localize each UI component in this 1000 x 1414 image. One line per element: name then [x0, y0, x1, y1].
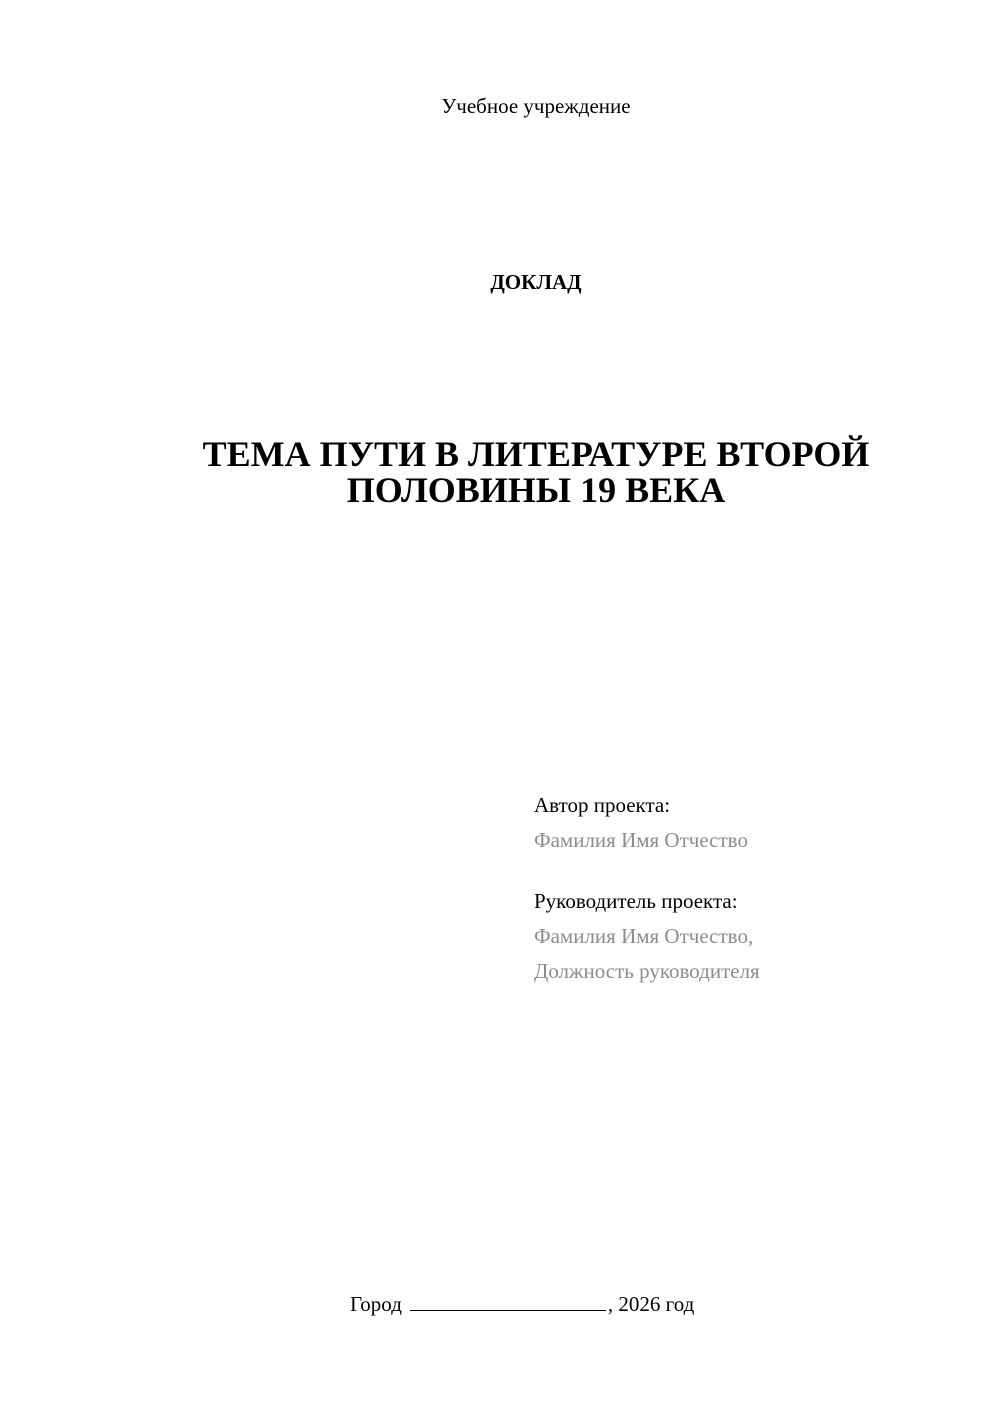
year-text: , 2026 год — [607, 1292, 695, 1316]
author-name: Фамилия Имя Отчество — [534, 828, 748, 852]
city-label: Город — [350, 1292, 402, 1316]
title-line-1: ТЕМА ПУТИ В ЛИТЕРАТУРЕ ВТОРОЙ — [202, 434, 870, 474]
title-line-2: ПОЛОВИНЫ 19 ВЕКА — [346, 470, 726, 510]
credits-spacer — [534, 858, 974, 884]
footer-city-year — [350, 1290, 770, 1318]
credits-block — [534, 788, 974, 989]
supervisor-label: Руководитель проекта: — [534, 889, 738, 913]
institution-name: Учебное учреждение — [441, 94, 631, 118]
supervisor-name: Фамилия Имя Отчество, — [534, 924, 754, 948]
author-label: Автор проекта: — [534, 793, 671, 817]
city-blank-line — [410, 1292, 606, 1311]
document-title — [0, 436, 1000, 508]
document-type: ДОКЛАД — [490, 270, 582, 294]
supervisor-position: Должность руководителя — [534, 959, 760, 983]
